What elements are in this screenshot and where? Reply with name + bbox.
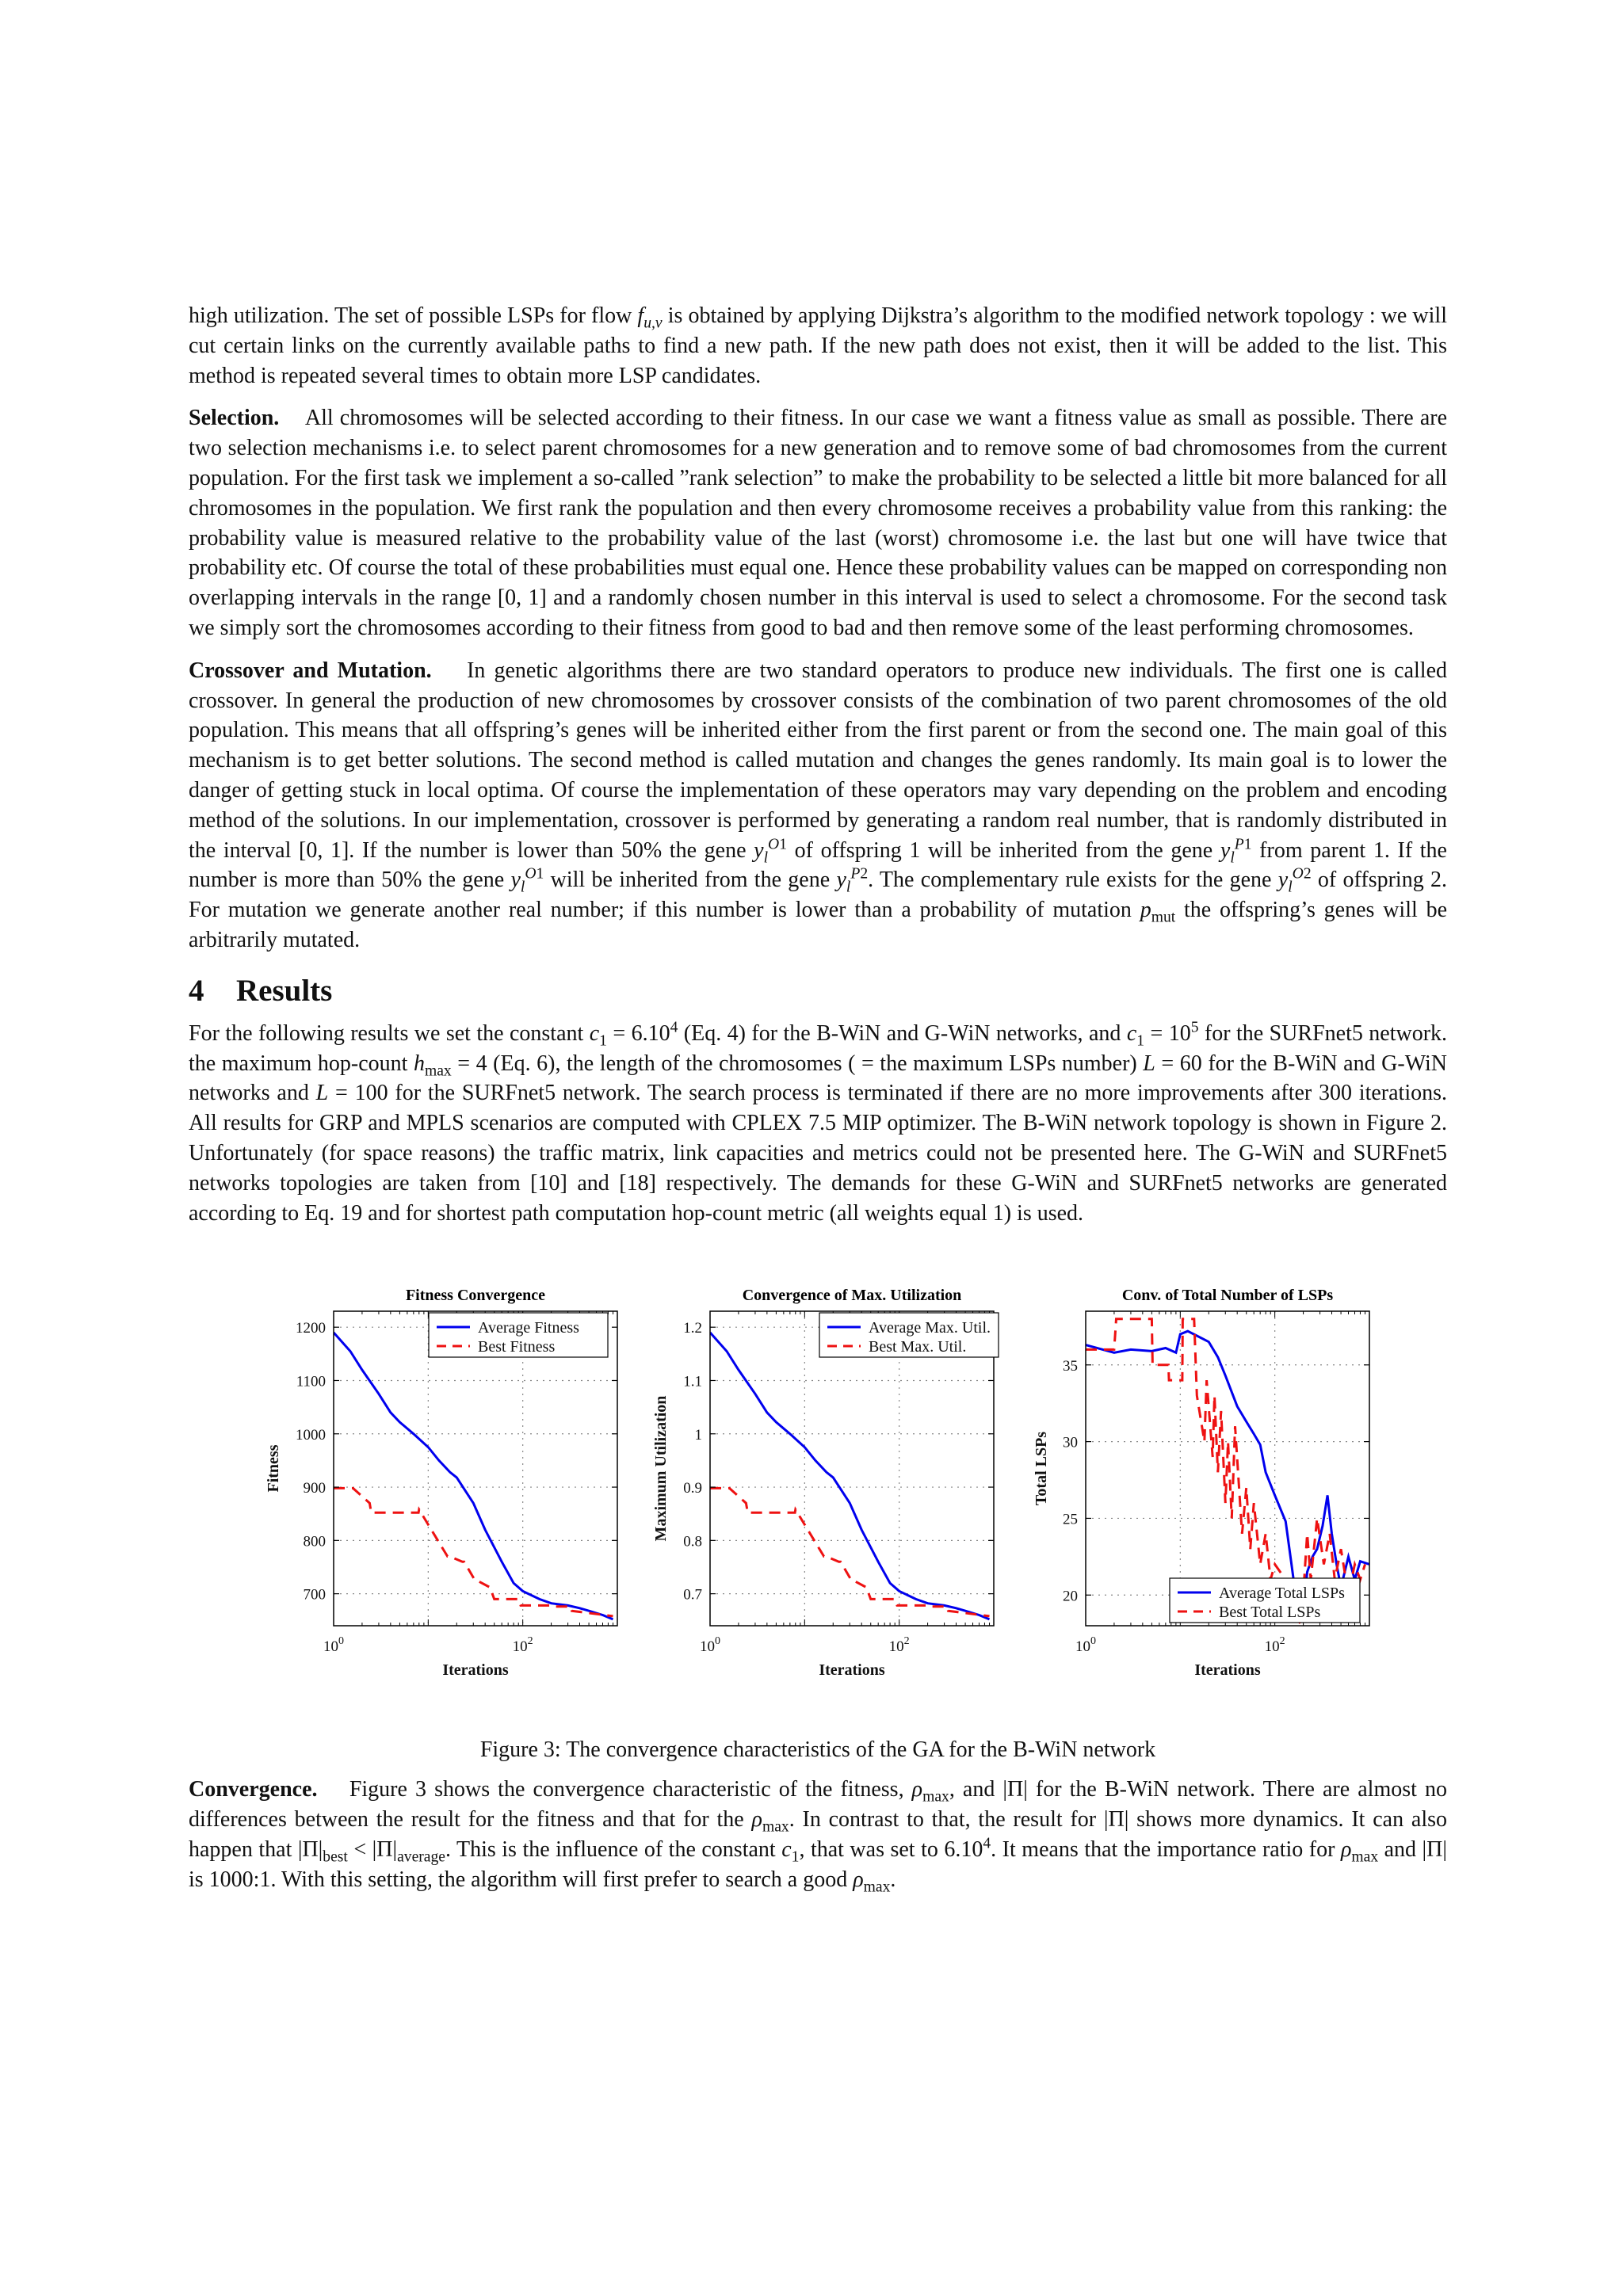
selection-body: All chromosomes will be selected according to their fitness. In our case we want a fitness value as small as possible. There are two selection mechanisms i.e. to select parent chromosomes for a new generation and to remove some of bad chromosomes from the current population. For the first task we implement a so-called ”rank selection” to make the probability to be selected a little bit more balanced for all chromosomes in the population. We first rank the population and then every chromosome receives a probability value from this ranking: the probability value is measured relative to the probability value of the last (worst) chromosome i.e. the last but one will have twice that probability etc. Of course the total of these probabilities must equal one. Hence these probability values can be mapped on corresponding non overlapping intervals in the range [0, 1] and a randomly chosen number in this interval is used to select a chromosome. For the second task we simply sort the chromosomes according to their fitness from good to bad and then remove some of the least performing chromosomes. — [189, 406, 1447, 640]
y-tick-label: 1.1 — [683, 1373, 702, 1390]
paragraph-results: For the following results we set the constant $c_1 = 6.10^4$ (Eq. 4) for the B-WiN and G-WiN networks, and $c_1 = 10^5$ for the SURFnet5 network. the maximum hop-count $h_{max} = 4$ (Eq. 6), the length of the chromosomes ( = the maximum LSPs number) L = 60 for the B-WiN and G-WiN networks and L = 100 for the SURFnet5 network. The search process is terminated if there are no more improvements after 300 iterations. All results for GRP and MPLS scenarios are computed with CPLEX 7.5 MIP optimizer. The B-WiN network topology is shown in Figure 2. Unfortunately (for space reasons) the traffic matrix, link capacities and metrics could not be presented here. The G-WiN and SURFnet5 networks topologies are taken from [10] and [18] respectively. The demands for these G-WiN and SURFnet5 networks are generated according to Eq. 19 and for shortest path computation hop-count metric (all weights equal 1) is used. — [189, 1019, 1448, 1226]
plot-frame — [334, 1311, 617, 1626]
y-tick-label: 20 — [1063, 1588, 1078, 1605]
paragraph-lsp-candidates: high utilization. The set of possible LSPs for flow $f_{u,v}$ is obtained by applying Dijkstra’s algorithm to the modified network topology : we will cut certain links on the currently available paths to find a new path. If the new path does not exist, then it will be added to the list. This method is repeated several times to obtain more LSP candidates. — [189, 303, 1447, 388]
y-tick-label: 1200 — [296, 1320, 326, 1337]
series-line-best-max-util- — [710, 1489, 990, 1617]
convergence-heading: Convergence. — [189, 1777, 318, 1802]
y-tick-label: 0.9 — [683, 1480, 702, 1497]
y-tick-label: 1 — [694, 1427, 702, 1444]
paper-page — [189, 301, 1447, 1895]
x-tick-label: $10^2$ — [888, 1635, 910, 1656]
selection-heading: Selection. — [189, 406, 280, 431]
crossover-heading: Crossover and Mutation. — [189, 658, 432, 683]
y-tick-label: 30 — [1063, 1434, 1078, 1451]
x-tick-label: $10^0$ — [700, 1635, 720, 1656]
series-line-best-fitness — [334, 1489, 613, 1617]
y-tick-label: 0.8 — [683, 1533, 702, 1550]
y-tick-label: 0.7 — [683, 1586, 702, 1604]
chart-panel-3 — [1033, 1287, 1369, 1679]
chart-title: Conv. of Total Number of LSPs — [1121, 1287, 1334, 1305]
paragraph-selection — [189, 403, 1447, 643]
chart-panel-2 — [652, 1287, 999, 1679]
y-tick-label: 900 — [303, 1480, 326, 1497]
y-axis-label: Total LSPs — [1033, 1432, 1050, 1506]
legend-label: Average Fitness — [478, 1319, 579, 1337]
chart-title: Fitness Convergence — [405, 1287, 546, 1305]
y-tick-label: 800 — [303, 1533, 326, 1550]
legend-label: Average Max. Util. — [869, 1319, 991, 1337]
legend-label: Best Fitness — [478, 1338, 556, 1356]
legend-label: Best Max. Util. — [869, 1338, 967, 1356]
x-tick-label: $10^0$ — [1075, 1635, 1096, 1656]
y-tick-label: 1000 — [296, 1427, 326, 1444]
section-heading-results — [189, 973, 1447, 1009]
y-tick-label: 1.2 — [683, 1320, 702, 1337]
legend — [819, 1313, 999, 1357]
plot-frame — [710, 1311, 994, 1626]
figure-caption: Figure 3: The convergence characteristics of the GA for the B-WiN network — [479, 1737, 1156, 1763]
y-tick-label: 1100 — [296, 1373, 326, 1390]
legend — [429, 1313, 608, 1357]
chart-panel-1 — [265, 1287, 617, 1679]
x-axis-label: Iterations — [1194, 1661, 1261, 1680]
figure-3 — [189, 1260, 1447, 1775]
legend — [1170, 1578, 1360, 1623]
convergence-charts — [189, 1260, 1447, 1735]
y-tick-label: 700 — [303, 1586, 326, 1604]
y-axis-label: Fitness — [265, 1444, 282, 1493]
y-tick-label: 35 — [1063, 1358, 1078, 1375]
section-title: Results — [236, 973, 333, 1008]
chart-title: Convergence of Max. Utilization — [742, 1287, 962, 1305]
legend-label: Average Total LSPs — [1219, 1585, 1345, 1603]
paragraph-crossover: Crossover and Mutation. In genetic algorithms there are two standard operators to produce new individuals. The first one is called crossover. In general the production of new chromosomes by crossover consists of the combination of two parent chromosomes of the old population. This means that all offspring’s genes will be inherited either from the first parent or from the second one. The main goal of this mechanism is to get better solutions. The second method is called mutation and changes the genes randomly. Its main goal is to lower the danger of getting stuck in local optima. Of course the implementation of these operators may vary depending on the problem and encoding method of the solutions. In our implementation, crossover is performed by generating a random real number, that is randomly distributed in the interval [0, 1]. If the number is lower than 50% the gene $y_l^{O1}$ of offspring 1 will be inherited from the gene $y_l^{P1}$ from parent 1. If the number is more than 50% the gene $y_l^{O1}$ will be inherited from the gene $y_l^{P2}$. The complementary rule exists for the gene $y_l^{O2}$ of offspring 2. For mutation we generate another real number; if this number is lower than a probability of mutation $p_{mut}$ the offspring’s genes will be arbitrarily mutated. — [189, 658, 1448, 952]
y-axis-label: Maximum Utilization — [652, 1395, 670, 1542]
paragraph-convergence: Convergence. Figure 3 shows the convergence characteristic of the fitness, $\rho_{max}$, and |Π| for the B-WiN network. There are almost no differences between the result for the fitness and that for the $\rho_{max}$. In contrast to that, the result for |Π| shows more dynamics. It can also happen that $|\Pi|_{best} < |\Pi|_{average}$. This is the influence of the constant $c_1$, that was set to 6.10$^4$. It means that the importance ratio for $\rho_{max}$ and |Π| is 1000:1. With this setting, the algorithm will first prefer to search a good $\rho_{max}$. — [189, 1777, 1447, 1896]
x-tick-label: $10^2$ — [512, 1635, 533, 1656]
section-number: 4 — [189, 973, 204, 1008]
x-tick-label: $10^0$ — [323, 1635, 344, 1656]
x-axis-label: Iterations — [442, 1661, 509, 1680]
x-axis-label: Iterations — [819, 1661, 885, 1680]
y-tick-label: 25 — [1063, 1511, 1078, 1528]
x-tick-label: $10^2$ — [1264, 1635, 1285, 1656]
legend-label: Best Total LSPs — [1219, 1604, 1321, 1622]
